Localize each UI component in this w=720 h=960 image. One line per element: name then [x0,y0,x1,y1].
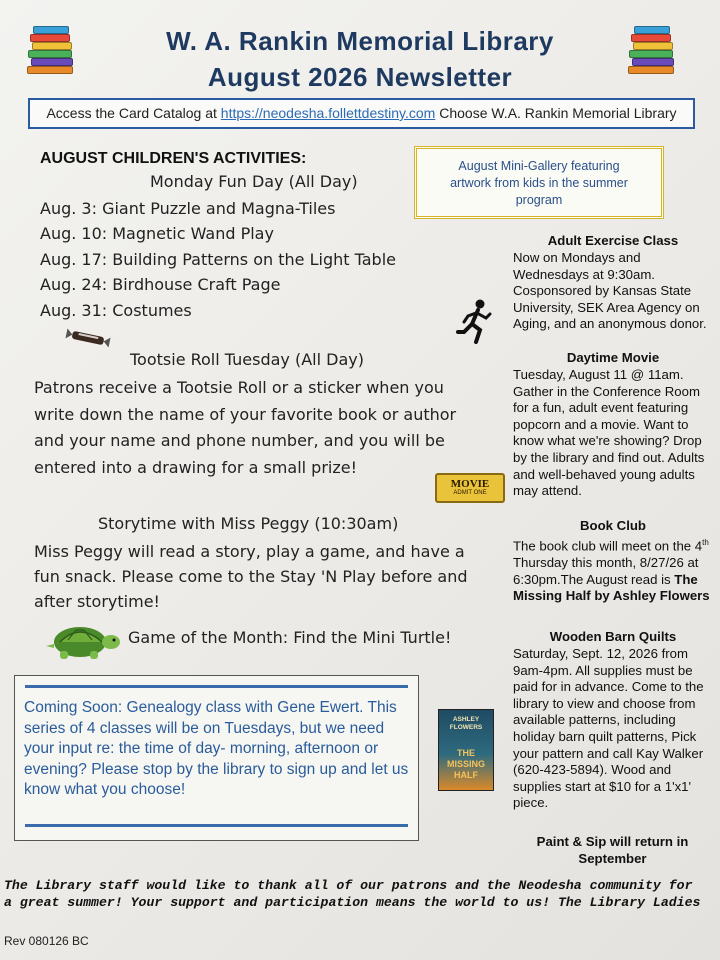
cover-author: ASHLEY FLOWERS [449,716,483,731]
mini-gallery-text: August Mini-Gallery featuring artwork from kids in the summer program [450,159,628,207]
barn-quilts-title: Wooden Barn Quilts [549,629,677,644]
turtle-icon [40,618,124,662]
ticket-sub: ADMIT ONE [453,490,487,496]
barn-quilts-body: Saturday, Sept. 12, 2026 from 9am-4pm. All supplies must be paid for in advance. Come to the library to view and choose from available patterns, including holiday barn quilt patterns, Pick your pattern and call Kay Walker (620-423-5894). Wood and supplies start at $10 for a 1'x1' piece. [513,646,704,811]
schedule-item: Aug. 10: Magnetic Wand Play [40,224,274,244]
card-catalog-banner [28,98,695,129]
schedule-item: Aug. 24: Birdhouse Craft Page [40,275,281,295]
tootsie-roll-tuesday-title: Tootsie Roll Tuesday (All Day) [130,350,364,369]
paint-and-sip-note: Paint & Sip will return in September [536,834,689,866]
book-club-body: The book club will meet on the 4th Thursday this month, 8/27/26 at 6:30pm.The August read is The Missing Half by Ashley Flowers [513,538,710,604]
catalog-prefix: Access the Card Catalog at [46,105,217,121]
genealogy-announcement-box [14,675,419,841]
divider [25,824,408,827]
movie-ticket-icon [435,473,505,503]
book-club-title-book: The Missing Half by Ashley Flowers [513,571,710,604]
revision-code: Rev 080126 BC [4,934,89,948]
runner-icon [456,298,492,344]
genealogy-text: Coming Soon: Genealogy class with Gene Ewert. This series of 4 classes will be on Tuesdays, but we need your input re: the time of day- morning, afternoon or evening? Please stop by the library to sign up and let us know what you choose! [24,699,409,798]
exercise-class-title: Adult Exercise Class [547,233,679,248]
catalog-link[interactable]: https://neodesha.follettdestiny.com [220,105,436,121]
storytime-title: Storytime with Miss Peggy (10:30am) [98,514,399,533]
thank-you-message: The Library staff would like to thank all of our patrons and the Neodesha community for a great summer! Your support and participation means the world to us! The Library Ladies [4,878,701,910]
monday-schedule [40,196,396,323]
exercise-class-body: Now on Mondays and Wednesdays at 9:30am. Cosponsored by Kansas State University, SEK Area Agency on Aging, and an anonymous donor. [513,250,707,332]
schedule-item: Aug. 3: Giant Puzzle and Magna-Tiles [40,199,336,218]
book-club-title: Book Club [580,518,646,533]
tootsie-roll-tuesday-body: Patrons receive a Tootsie Roll or a sticker when you write down the name of your favorite book or author and your name and phone number, and you will be entered into a drawing for a small prize! [34,378,457,477]
daytime-movie-title: Daytime Movie [566,350,660,365]
ticket-label: MOVIE [450,478,490,490]
tootsie-roll-icon [64,328,112,348]
storytime-body: Miss Peggy will read a story, play a game, and have a fun snack. Please come to the Stay 'N Play before and after storytime! [34,542,468,611]
divider [25,685,408,688]
book-cover-image [438,709,494,791]
newsletter-subtitle: August 2026 Newsletter [207,62,513,92]
daytime-movie-body: Tuesday, August 11 @ 11am. Gather in the Conference Room for a fun, adult event featuring popcorn and a movie. Want to know what we're showing? Drop by the library and find out. Adults and well-behaved young adults may attend. [513,367,705,499]
cover-title: THE MISSING HALF [446,748,485,780]
newsletter-title: W. A. Rankin Memorial Library [166,26,554,56]
monday-fun-day-title: Monday Fun Day (All Day) [150,172,358,191]
mini-gallery-box [414,146,664,219]
game-of-the-month: Game of the Month: Find the Mini Turtle! [128,628,452,647]
schedule-item: Aug. 17: Building Patterns on the Light Table [40,249,396,269]
children-activities-heading: AUGUST CHILDREN'S ACTIVITIES: [40,150,307,167]
catalog-suffix: Choose W.A. Rankin Memorial Library [439,105,677,121]
schedule-item: Aug. 31: Costumes [40,300,192,320]
